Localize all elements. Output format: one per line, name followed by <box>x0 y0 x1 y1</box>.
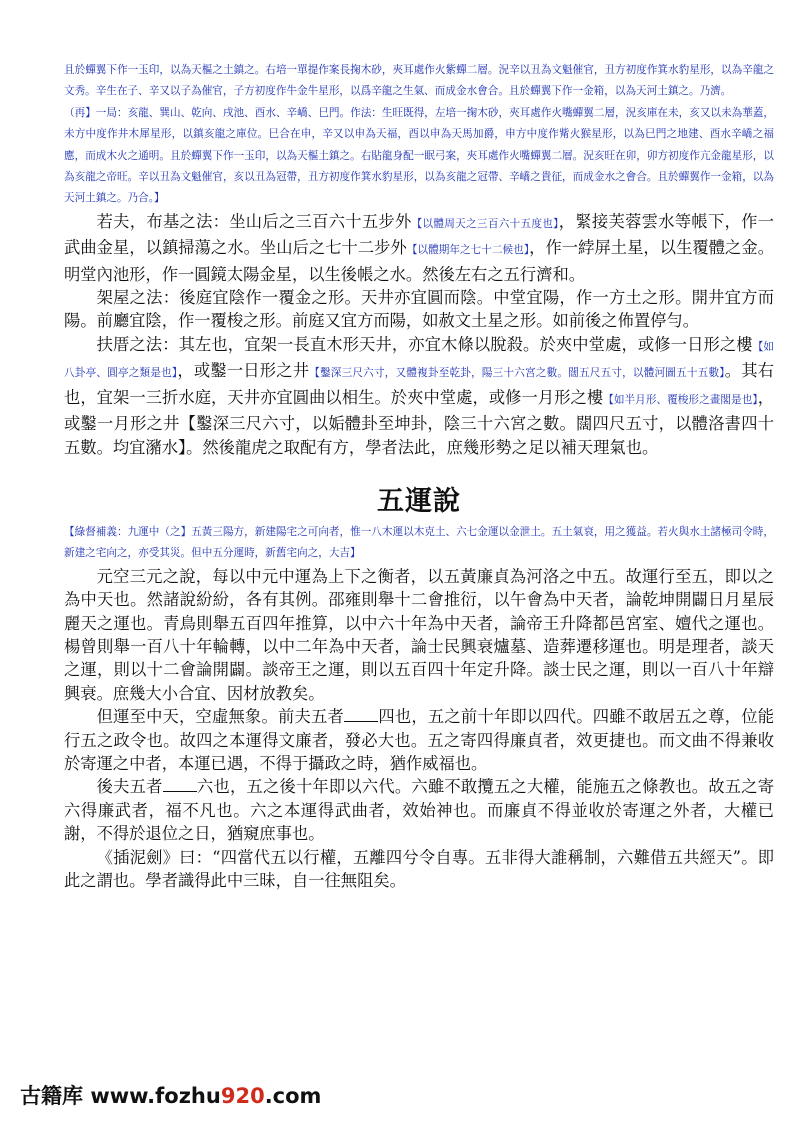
inline-note: 【以體期年之七十二候也】 <box>406 244 530 257</box>
inline-note: 【如半月形、覆梭形之畫閣是也】 <box>603 393 758 406</box>
document-page <box>64 60 774 892</box>
body-paragraph: 元空三元之說，每以中元中運為上下之衡者，以五黃廉貞為河洛之中五。故運行至五，即以之為中天也。然諸說紛紛，各有其例。邵雍則舉十二會推衍，以午會為中天者，論乾坤開闢日月星辰麗天之運也。青鳥則舉五百四年推算，以中六十年為中天者，論帝王升降都邑宮室、嬗代之運也。楊曾則舉一百八十年輪轉，以中二年為中天者，論士民興衰爐墓、造葬遷移運也。明是理者，談天之運，則以十二會論開闢。談帝王之運，則以五百四十年定升降。談士民之運，則以一百八十年辯興衰。庶幾大小合宜、因材放教矣。 <box>64 566 774 703</box>
body-paragraph: 但運至中天，空虛無象。前夫五者 四也，五之前十年即以四代。四雖不敢居五之尊，位能行五之政令也。故四之本運得文廉者，發必大也。五之寄四得廉貞者，效更捷也。而文曲不得兼收於寄運之中者，本運已遇，不得于攝政之時，猶作威福也。 <box>64 707 774 773</box>
inline-note: 【以體周天之三百六十五度也】 <box>411 217 559 230</box>
inline-note: 【如八卦亭、圓亭之類是也】 <box>64 340 774 380</box>
body-paragraph: 後夫五者 六也，五之後十年即以六代。六雖不敢攬五之大權，能施五之條教也。故五之寄六得廉武者，福不凡也。六之本運得武曲者，效始神也。而廉貞不得並收於寄運之外者，大權已謝，不得於退位之日，猶窺庶事也。 <box>64 777 774 844</box>
body-paragraph: 《插泥劍》曰：“四當代五以行權，五離四兮令自專。五非得大誰稱制，六難借五共經天”。即此之謂也。學者識得此中三昧，自一往無阻矣。 <box>64 847 774 890</box>
body-paragraph: 架屋之法：後庭宜陰作一覆金之形。天井亦宜圓而陰。中堂宜陽，作一方土之形。開井宜方而陽。前廳宜陰，作一覆梭之形。前庭又宜方而陽，如赦文土星之形。如前後之佈置停勻。 <box>64 288 774 331</box>
annotation-note: 【綠督補義：九運中（之】五黃三陽方，新建陽宅之可向者，惟一八木運以木克土、六七金運以金泄土。五土氣衰，用之獲益。若火與水土諸極司令時，新建之宅向之，亦受其災。但中五分運時，新舊宅向之，大吉】 <box>64 525 774 560</box>
footer-watermark <box>20 1080 321 1110</box>
body-paragraph: 若夫，布基之法：坐山后之三百六十五步外【以體周天之三百六十五度也】，緊接芙蓉雲水等帳下，作一武曲金星，以鎮掃蕩之水。坐山后之七十二步外【以體期年之七十二候也】，作一綍屏土星，以生覆體之金。明堂內池形，作一圓鏡太陽金星，以生後帳之水。然後左右之五行濟和。 <box>64 211 774 284</box>
body-paragraph: 扶厝之法：其左也，宜架一長直木形天井，亦宜木條以脫殺。於夾中堂處，或修一日形之樓【如八卦亭、圓亭之類是也】，或鑿一日形之井【鑿深三尺六寸，又體複卦至乾卦，陽三十六宮之數。闊五尺五寸，以體河圖五十五數】。其右也，宜架一三折水庭，天井亦宜圓曲以相生。於夾中堂處，或修一月形之樓【如半月形、覆梭形之畫閣是也】，或鑿一月形之井【鑿深三尺六寸，以姤體卦至坤卦，陰三十六宮之數。闊四尺五寸，以體洛書四十五數。均宜瀦水】。然後龍虎之取配有方，學者法此，庶幾形勢之足以補天理氣也。 <box>64 334 774 457</box>
section-title: 五運說 <box>377 485 461 517</box>
annotation-note: 且於蟬翼下作一玉印，以為天樞之土鎮之。右培一單提作案長掬木砂，夾耳處作火紫蟬二層。況辛以丑為文魁催官，丑方初度作箕水豹星形，以為辛龍之文秀。辛生在子、辛又以子為催官，子方初度作牛金牛星形，以爲辛龍之生氣、而成金水會合。且於蟬翼下作一金箱，以為天河土鎮之。乃濟。 <box>64 64 774 98</box>
blank-line <box>163 777 197 793</box>
inline-note: 【鑿深三尺六寸，又體複卦至乾卦，陽三十六宮之數。闊五尺五寸，以體河圖五十五數】 <box>309 367 725 380</box>
annotation-note: （再】一局：亥龍、巽山、乾向、戌池、酉水、辛嶠、巳門。作法：生旺既得，左培一掬木砂，夾耳處作火嘴蟬翼二層，況亥庫在未，亥又以未為華蓋，未方中度作井木犀星形，以鎮亥龍之庫位。巳合在申，辛又以申為天福，酉以申為天馬加爵，申方中度作觜火猴星形，以為巳門之地建、酉水辛嶠之福應，而成木火之通明。且於蟬翼下作一玉印，以為天樞土鎮之。右貼龍身配一眠弓案，夾耳處作火嘴蟬翼二層。況亥旺在卯，卯方初度作亢金龍星形，以為亥龍之帝旺。辛以丑為文魁催官，亥以丑為冠帶，丑方初度作箕水豹星形，以為亥龍之冠帶、辛嶠之貴征，而成金水之會合。且於蟬翼作一金箱，以為天河土鎮之。乃合。】 <box>64 106 774 205</box>
site-url[interactable]: www.fozhu920.com <box>90 1084 322 1108</box>
blank-line <box>344 707 378 723</box>
brand-label: 古籍库 <box>20 1084 83 1108</box>
